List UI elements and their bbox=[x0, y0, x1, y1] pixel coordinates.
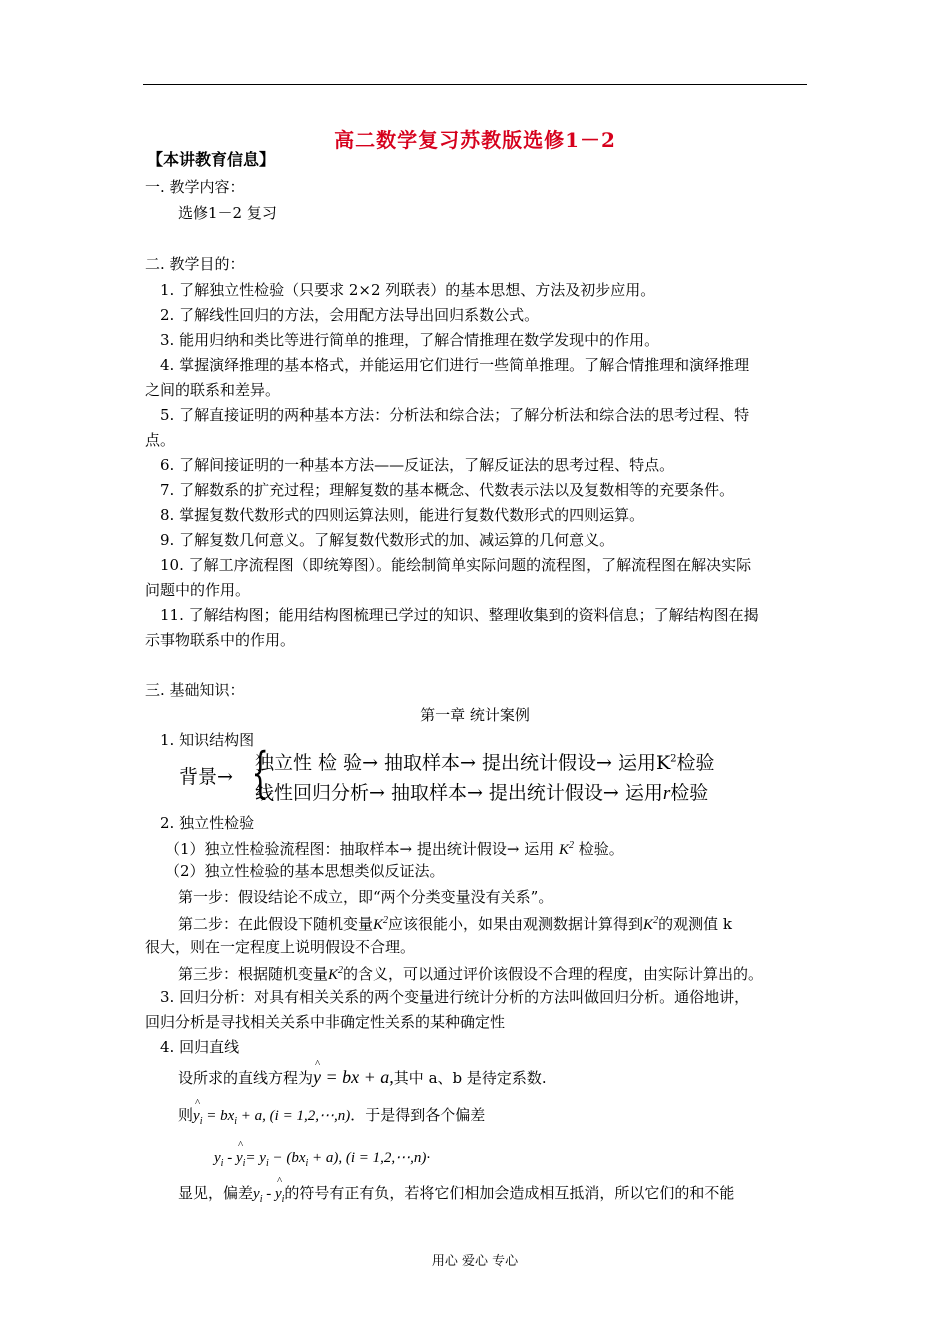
k-squared bbox=[559, 842, 574, 858]
equation: − (bx bbox=[268, 1150, 306, 1166]
text: 其中 a、b 是待定系数. bbox=[393, 1069, 547, 1087]
goal-line: 11. 了解结构图；能用结构图梳理已学过的知识、整理收集到的资料信息；了解结构图在揭 bbox=[160, 606, 759, 624]
superscript: 2 bbox=[653, 915, 659, 926]
goal-line: 之间的联系和差异。 bbox=[145, 381, 281, 399]
diagram-row-independence bbox=[255, 748, 715, 775]
superscript: 2 bbox=[569, 840, 575, 851]
header-rule bbox=[143, 84, 807, 85]
subscript: i bbox=[305, 1158, 309, 1169]
section-header: 【本讲教育信息】 bbox=[147, 150, 276, 169]
goal-line: 7. 了解数系的扩充过程；理解复数的基本概念、代数表示法以及复数相等的充要条件。 bbox=[160, 481, 735, 499]
k-var: K bbox=[373, 917, 384, 933]
text: 的符号有正有负，若将它们相加会造成相互抵消，所以它们的和不能 bbox=[284, 1184, 735, 1202]
superscript: 2 bbox=[670, 753, 677, 765]
goal-line: 9. 了解复数几何意义。了解复数代数形式的加、减运算的几何意义。 bbox=[160, 531, 615, 549]
equation: = bx bbox=[202, 1108, 235, 1124]
goal-line: 问题中的作用。 bbox=[145, 581, 251, 599]
diagram-row-text: 线性回归分析→ 抽取样本→ 提出统计假设→ 运用 bbox=[255, 782, 663, 804]
goal-line: 点。 bbox=[145, 431, 176, 449]
equation: = y bbox=[245, 1150, 266, 1166]
step-2-cont: 很大，则在一定程度上说明假设不合理。 bbox=[145, 938, 416, 956]
deviation-equation bbox=[214, 1148, 430, 1173]
y-hat: ^ y bbox=[236, 1149, 243, 1167]
diagram-row-text: 独立性 检 验→ 抽取样本→ 提出统计假设→ 运用K bbox=[255, 752, 671, 774]
text: 设所求的直线方程为 bbox=[178, 1069, 314, 1087]
subscript: i bbox=[265, 1158, 269, 1169]
text: 第三步：根据随机变量 bbox=[178, 965, 329, 983]
text: 第二步：在此假设下随机变量 bbox=[178, 915, 374, 933]
equation: ^ y = bx + a, bbox=[313, 1068, 394, 1086]
minus: - bbox=[223, 1150, 236, 1166]
equation: + a), (i = 1,2,⋯,n)· bbox=[308, 1150, 431, 1166]
content-text: 选修1－2 复习 bbox=[178, 204, 277, 222]
step-1: 第一步：假设结论不成立，即“两个分类变量没有关系”。 bbox=[178, 888, 554, 906]
page-title: 高二数学复习苏教版选修1－2 bbox=[334, 128, 616, 152]
knowledge-1: 1. 知识结构图 bbox=[160, 731, 255, 749]
text: 则 bbox=[178, 1106, 194, 1124]
knowledge-3-cont: 回归分析是寻找相关关系中非确定性关系的某种确定性 bbox=[145, 1013, 506, 1031]
brace-icon: { bbox=[251, 741, 269, 804]
goal-line: 1. 了解独立性检验（只要求 2×2 列联表）的基本思想、方法及初步应用。 bbox=[160, 281, 656, 299]
goal-line: 2. 了解线性回归的方法，会用配方法导出回归系数公式。 bbox=[160, 306, 540, 324]
superscript: 2 bbox=[338, 965, 344, 976]
subscript: i bbox=[242, 1158, 246, 1169]
step-2 bbox=[178, 912, 732, 934]
k-var: K bbox=[328, 967, 339, 983]
variable-r: r bbox=[662, 783, 671, 804]
y: y bbox=[253, 1186, 260, 1202]
k-squared bbox=[328, 967, 343, 983]
goal-line: 3. 能用归纳和类比等进行简单的推理，了解合情推理在数学发现中的作用。 bbox=[160, 331, 660, 349]
subscript: i bbox=[259, 1194, 263, 1205]
independence-flow bbox=[165, 837, 624, 859]
subscript: i bbox=[281, 1194, 285, 1205]
knowledge-2: 2. 独立性检验 bbox=[160, 814, 255, 832]
heading-basics: 三. 基础知识： bbox=[145, 681, 245, 699]
minus: - bbox=[262, 1186, 275, 1202]
text: （1）独立性检验流程图：抽取样本→ 提出统计假设→ 运用 bbox=[165, 840, 559, 858]
subscript: i bbox=[234, 1116, 238, 1127]
page-footer: 用心 爱心 专心 bbox=[431, 1254, 519, 1269]
knowledge-4: 4. 回归直线 bbox=[160, 1038, 240, 1056]
goal-line: 示事物联系中的作用。 bbox=[145, 631, 296, 649]
goal-line: 6. 了解间接证明的一种基本方法——反证法，了解反证法的思考过程、特点。 bbox=[160, 456, 675, 474]
goal-line: 8. 掌握复数代数形式的四则运算法则，能进行复数代数形式的四则运算。 bbox=[160, 506, 645, 524]
superscript: 2 bbox=[383, 915, 389, 926]
text: 的观测值 k bbox=[658, 915, 732, 933]
diagram-row-regression bbox=[255, 778, 708, 805]
k-var: K bbox=[559, 842, 570, 858]
deviation-sign-text bbox=[178, 1184, 734, 1209]
goal-line: 10. 了解工序流程图（即统筹图）。能绘制简单实际问题的流程图，了解流程图在解决实际 bbox=[160, 556, 752, 574]
equation: + a, (i = 1,2,⋯,n) bbox=[237, 1108, 351, 1124]
text: 检验。 bbox=[574, 840, 624, 858]
knowledge-3: 3. 回归分析：对具有相关关系的两个变量进行统计分析的方法叫做回归分析。通俗地讲， bbox=[160, 988, 750, 1006]
subscript: i bbox=[220, 1158, 224, 1169]
y-hat: ^ y bbox=[193, 1107, 200, 1125]
text: 应该很能小，如果由观测数据计算得到 bbox=[388, 915, 644, 933]
step-3 bbox=[178, 962, 763, 984]
chapter-title: 第一章 统计案例 bbox=[420, 706, 530, 724]
fitted-values bbox=[178, 1106, 485, 1131]
diagram-root: 背景→ bbox=[179, 766, 233, 788]
k-squared bbox=[643, 917, 658, 933]
text: 的含义，可以通过评价该假设不合理的程度，由实际计算出的。 bbox=[343, 965, 764, 983]
heading-content: 一. 教学内容： bbox=[145, 178, 245, 196]
text: ．于是得到各个偏差 bbox=[350, 1106, 486, 1124]
heading-goals: 二. 教学目的： bbox=[145, 255, 245, 273]
y: y bbox=[214, 1150, 221, 1166]
k-squared bbox=[373, 917, 388, 933]
goal-line: 4. 掌握演绎推理的基本格式，并能运用它们进行一些简单推理。了解合情推理和演绎推理 bbox=[160, 356, 750, 374]
goal-line: 5. 了解直接证明的两种基本方法：分析法和综合法；了解分析法和综合法的思考过程、特 bbox=[160, 406, 750, 424]
text: 显见，偏差 bbox=[178, 1184, 254, 1202]
independence-idea: （2）独立性检验的基本思想类似反证法。 bbox=[165, 862, 445, 880]
diagram-row-end: 检验 bbox=[676, 752, 715, 774]
y-hat: ^ y bbox=[275, 1185, 282, 1203]
diagram-row-end: 检验 bbox=[670, 782, 709, 804]
k-var: K bbox=[643, 917, 654, 933]
subscript: i bbox=[199, 1116, 203, 1127]
regression-equation bbox=[178, 1068, 547, 1087]
